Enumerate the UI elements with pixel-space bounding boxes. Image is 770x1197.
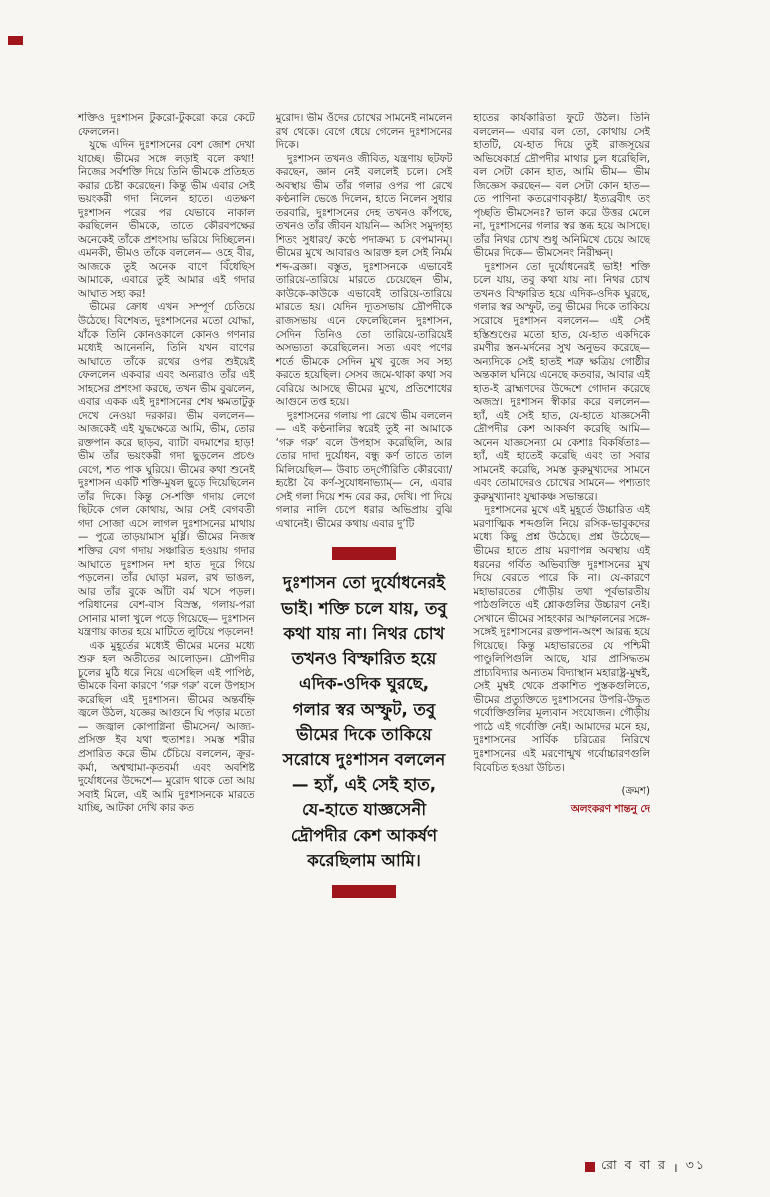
footer-page-number: ৩১ xyxy=(685,1157,706,1172)
paragraph: ভীমের ক্রোধ এখন সম্পূর্ণ চেতিয়ে উঠেছে। বিশেষত, দুঃশাসনের মতো যোদ্ধা, যাঁকে তিনি কোনওকালে কোনও গণনার মধ্যেই আনেননি, তিনি যখন বাণের আঘাতে তাঁকে রথের ওপর শুইয়েই ফেললেন একবার এবং অন্যরাও তাঁর এই সাহসের প্রশংসা করছে, তখন ভীম বুঝলেন, এবার একক এই দুঃশাসনের শেষ ক্ষমতাটুকু দেখে নেওয়া দরকার। ভীম বললেন— আজকেই এই যুদ্ধক্ষেত্রে আমি, ভীম, তোর রক্তপান করে ছাড়ব, ব্যাটা বদমাশের হাড়! ভীম তাঁর ভয়ংকরী গদা ছুড়লেন প্রচণ্ড বেগে, শত পাক ঘুরিয়ে। ভীমের কথা শুনেই দুঃশাসন একটি শক্তি-মুষল ছুড়ে দিয়েছিলেন তাঁর দিকে। কিন্তু সে-শক্তি গদায় লেগে ছিটকে গেল কোথায়, আর সেই বেগবতী গদা সোজা এসে লাগল দুঃশাসনের মাথায়— পুত্রে তাড়য়ামাস মূর্ধ্নি। ভীমের নিজস্ব শক্তির বেগ গদায় সঞ্চারিত হওয়ায় গদার আঘাতে দুঃশাসন দশ হাত দূরে গিয়ে পড়লেন। তাঁর ঘোড়া মরল, রথ ভাঙল, আর তাঁর বুকে আঁটা বর্ম খসে পড়ল। পরিধানের বেশ-বাস বিস্রস্ত, গলায়-পরা সোনার মালা খুলে পড়ে গিয়েছে— দুঃশাসন যন্ত্রণায় কাতর হয়ে মাটিতে লুটিয়ে পড়লেন! xyxy=(78,301,255,639)
continuation-marker: (ক্রমশ) xyxy=(621,785,651,798)
illustration-credit: অলংকরণ শান্তনু দে xyxy=(570,802,651,815)
footer-red-square-icon xyxy=(585,1162,595,1172)
column-1 xyxy=(78,112,255,1164)
page-footer xyxy=(585,1157,706,1177)
footer-separator: । xyxy=(673,1159,680,1175)
column-3 xyxy=(473,112,650,1164)
pull-quote-text: দুঃশাসন তো দুর্যোধনেরই ভাই। শক্তি চলে যায়, তবু কথা যায় না। নিথর চোখ তখনও বিস্ফারিত হয়ে এদিক-ওদিক ঘুরছে, গলার স্বর অস্ফুট, তবু ভীমের দিকে তাকিয়ে সরোষে দুঃশাসন বললেন— হ্যাঁ, এই সেই হাত, যে-হাতে যাজ্ঞসেনী দ্রৌপদীর কেশ আকর্ষণ করেছিলাম আমি। xyxy=(281,573,447,870)
footer-masthead: রো ব বা র xyxy=(601,1157,667,1172)
article-body xyxy=(78,112,650,1164)
paragraph: দুঃশাসন তো দুর্যোধনেরই ভাই! শক্তি চলে যায়, তবু কথা যায় না। নিথর চোখ তখনও বিস্ফারিত হয়ে এদিক-ওদিক ঘুরছে, গলার স্বর অস্ফুট, তবু ভীমের দিকে তাকিয়ে সরোষে দুঃশাসন বললেন— এই সেই হস্তিশুণ্ডের মতো হাত, যে-হাত একদিকে রমণীর স্তন-মর্দনের সুখ অনুভব করেছে— অন্যদিকে সেই হাতই শত্রু ক্ষত্রিয় গোষ্ঠীর অন্তকাল ঘনিয়ে এনেছে কতবার, আবার এই হাত-ই ব্রাহ্মণদের উদ্দেশে গোদান করেছে অজস্র। দুঃশাসন স্বীকার করে বললেন— হ্যাঁ, এই সেই হাত, যে-হাতে যাজ্ঞসেনী দ্রৌপদীর কেশ আকর্ষণ করেছি আমি— অনেন যাজ্ঞসেন্যা মে কেশাঃ বিকর্ষিতাঃ— হ্যাঁ, এই হাতেই করেছি এবং তা সবার সামনেই করেছি, সমস্ত কুরুমুখ্যদের সামনে এবং তোমাদেরও চোখের সামনে— পশ্যতাং কুরুমুখ্যানাং যুষ্মাকঞ্চ সভান্তরে। xyxy=(473,260,651,503)
endnotes xyxy=(473,785,650,816)
pull-quote-rule-bottom xyxy=(332,885,396,898)
paragraph: দুঃশাসনের মুখে এই মুহূর্তে উচ্চারিত এই মরণাত্মিক শব্দগুলি নিয়ে রসিক-ভাবুকদের মধ্যে কিছু প্রশ্ন উঠেছে। প্রশ্ন উঠেছে— ভীমের হাতে প্রায় মরণাপন্ন অবস্থায় এই ধরনের গর্বিত অভিব্যক্তি দুঃশাসনের মুখ দিয়ে বেরতে পারে কি না। যে-কারণে মহাভারতের গৌড়ীয় তথা পূর্বভারতীয় পাঠগুলিতে এই শ্লোকগুলির উচ্চারণ নেই। সেখানে ভীমের সাহংকার আস্ফালনের সঙ্গে-সঙ্গেই দুঃশাসনের রক্তপান-অংশ আরব্ধ হয়ে গিয়েছে। কিন্তু মহাভারতের যে পশ্চিমী পাণ্ডুলিপিগুলি আছে, যার প্রাসিদ্ধতম প্রাচ্যবিদ্যার অন্যতম বিদ্যাস্থান মহারাষ্ট্র-মুম্বই, সেই মুম্বই থেকে প্রকাশিত পুস্তকগুলিতে, ভীমের প্রত্যুক্তিতে দুঃশাসনের উপরি-উদ্ধৃত গর্বোক্তিগুলির মূল্যবান সংযোজন। গৌড়ীয় পাঠে এই গর্বোক্তি নেই। আমাদের মনে হয়, দুঃশাসনের সার্বিক চরিত্রের নিরিখে দুঃশাসনের এই মরণোন্মুখ গর্বোচ্চারণগুলি বিবেচিত হওয়া উচিত। xyxy=(473,504,651,774)
paragraph: দুঃশাসন তখনও জীবিত, যন্ত্রণায় ছটফট করছেন, জ্ঞান নেই বললেই চলে। সেই অবস্থায় ভীম তাঁর গলার ওপর পা রেখে কণ্ঠনালি ভেঙে দিলেন, হাতে নিলেন সুধার তরবারি, দুঃশাসনের দেহ তখনও কাঁপছে, তখনও তাঁর জীবন যায়নি— অসিং সমুদ্গৃহ্য শিতং সুধারং/ কণ্ঠে পদাক্রম্য চ বেপমানম্। ভীমের মুখে আবারও আরক্ত হল সেই নির্মম শব্দ-ব্রজ্ঞা। বস্তুত, দুঃশাসনকে এভাবেই তারিয়ে-তারিয়ে মারতে চেয়েছেন ভীম, কাউকে-কাউকে এভাবেই তারিয়ে-তারিয়ে মারতে হয়। যেদিন দ্যূতসভায় দ্রৌপদীকে রাজসভায় এনে ফেলেছিলেন দুঃশাসন, সেদিন তিনিও তো তারিয়ে-তারিয়েই অসভ্যতা করেছিলেন। সত্য এবং পণের শর্তে ভীমকে সেদিন মুখ বুজে সব সহ্য করতে হয়েছিল। সেসব জমে-থাকা কথা সব বেরিয়ে আসছে ভীমের মুখে, প্রতিশোধের আগুনে তপ্ত হয়ে। xyxy=(275,152,453,409)
pull-quote xyxy=(276,545,453,898)
corner-red-mark xyxy=(8,36,23,45)
paragraph: মুরোদ। ভীম ওঁদের চোখের সামনেই নামলেন রথ থেকে। বেগে ধেয়ে গেলেন দুঃশাসনের দিকে। xyxy=(275,112,453,152)
paragraph: শক্তিও দুঃশাসন টুকরো-টুকরো করে কেটে ফেললেন। xyxy=(78,112,255,138)
paragraph: হাতের কার্যকারিতা ফুটে উঠল। তিনি বললেন— এবার বল তো, কোথায় সেই হাতটি, যে-হাত দিয়ে তুই রাজসূয়ের অভিষেকার্দ্র দ্রৌপদীর মাথার চুল ধরেছিলি, বল সেটা কোন হাত, আমি ভীম— ভীম জিজ্ঞেস করছেন— বল সেটা কোন হাত— তে পাণিনা কতরেণাবকৃষ্টা/ ইত্যব্রবীৎ তং পৃচ্ছতি ভীমসেনঃ? ভাল করে উত্তর মেলে না, দুঃশাসনের গলার স্বর স্তব্ধ হয়ে আসছে। তাঁর নিথর চোখ শুধু অনিমিখে চেয়ে আছে ভীমের দিকে— ভীমসেনং নিরীক্ষন্। xyxy=(473,112,651,260)
paragraph: এক মুহূর্তের মধ্যেই ভীমের মনের মধ্যে শুরু হল অতীতের আলোড়ন। দ্রৌপদীর চুলের মুঠি ধরে নিয়ে এসেছিল এই পাপিষ্ঠ, ভীমকে বিনা কারণে ‘গরু গরু’ বলে উপহাস করেছিল এই দুঃশাসন। ভীমের অন্তর্বহ্নি জ্বলে উঠল, যজ্ঞের আগুনে ঘি পড়ার মতো— জজ্বাল কোপাগ্নিনা ভীমসেন/ আজ্য-প্রসিক্ত ইব যথা হুতাশঃ। সমস্ত শরীর প্রসারিত করে ভীম চেঁচিয়ে বললেন, ক্রূর-কর্মা, অশ্বত্থামা-কৃতবর্মা এবং অবশিষ্ট দুর্যোধনের উদ্দেশে— মুরোদ থাকে তো আয় সবাই মিলে, এই আমি দুঃশাসনকে মারতে যাচ্ছি, আটকা দেখি কার কত xyxy=(78,639,255,815)
column-2 xyxy=(276,112,453,1164)
paragraph: যুদ্ধে এদিন দুঃশাসনের বেশ জোশ দেখা যাচ্ছে। ভীমের সঙ্গে লড়াই বলে কথা! নিজের সর্বশক্তি দিয়ে তিনি ভীমকে প্রতিহত করার চেষ্টা করেছেন। কিন্তু ভীম এবার সেই ভয়ংকরী গদা নিলেন হাতে। এতক্ষণ দুঃশাসন পরের পর যেভাবে নাকাল করছিলেন ভীমকে, তাতে কৌরবপক্ষের অনেকেই তাঁকে প্রশংসায় ভরিয়ে দিচ্ছিলেন। এমনকী, ভীমও তাঁকে বললেন— ওহে বীর, আজকে তুই অনেক বাণে বিঁধেছিস আমাকে, এবারে তুই আমার এই গদার আঘাত সহ্য কর! xyxy=(78,139,255,300)
pull-quote-rule-top xyxy=(332,547,396,560)
paragraph: দুঃশাসনের গলায় পা রেখে ভীম বললেন— এই কণ্ঠনালির স্বরেই তুই না আমাকে ‘গরু গরু’ বলে উপহাস করেছিলি, আর তোর দাদা দুর্যোধন, বন্ধু কর্ণ তাতে তাল মিলিয়েছিল— উবাচ তদ্‌গৌরিতি কৌরব্যো/ হৃষ্টো বৈ কর্ণ-সুযোধনাভ্যাম্— নে, এবার সেই গলা দিয়ে শব্দ বের কর, দেখি। পা দিয়ে গলার নালি চেপে ধরার অভিপ্রায় বুঝি এখানেই। ভীমের কথায় এবার দু’টি xyxy=(275,409,453,530)
